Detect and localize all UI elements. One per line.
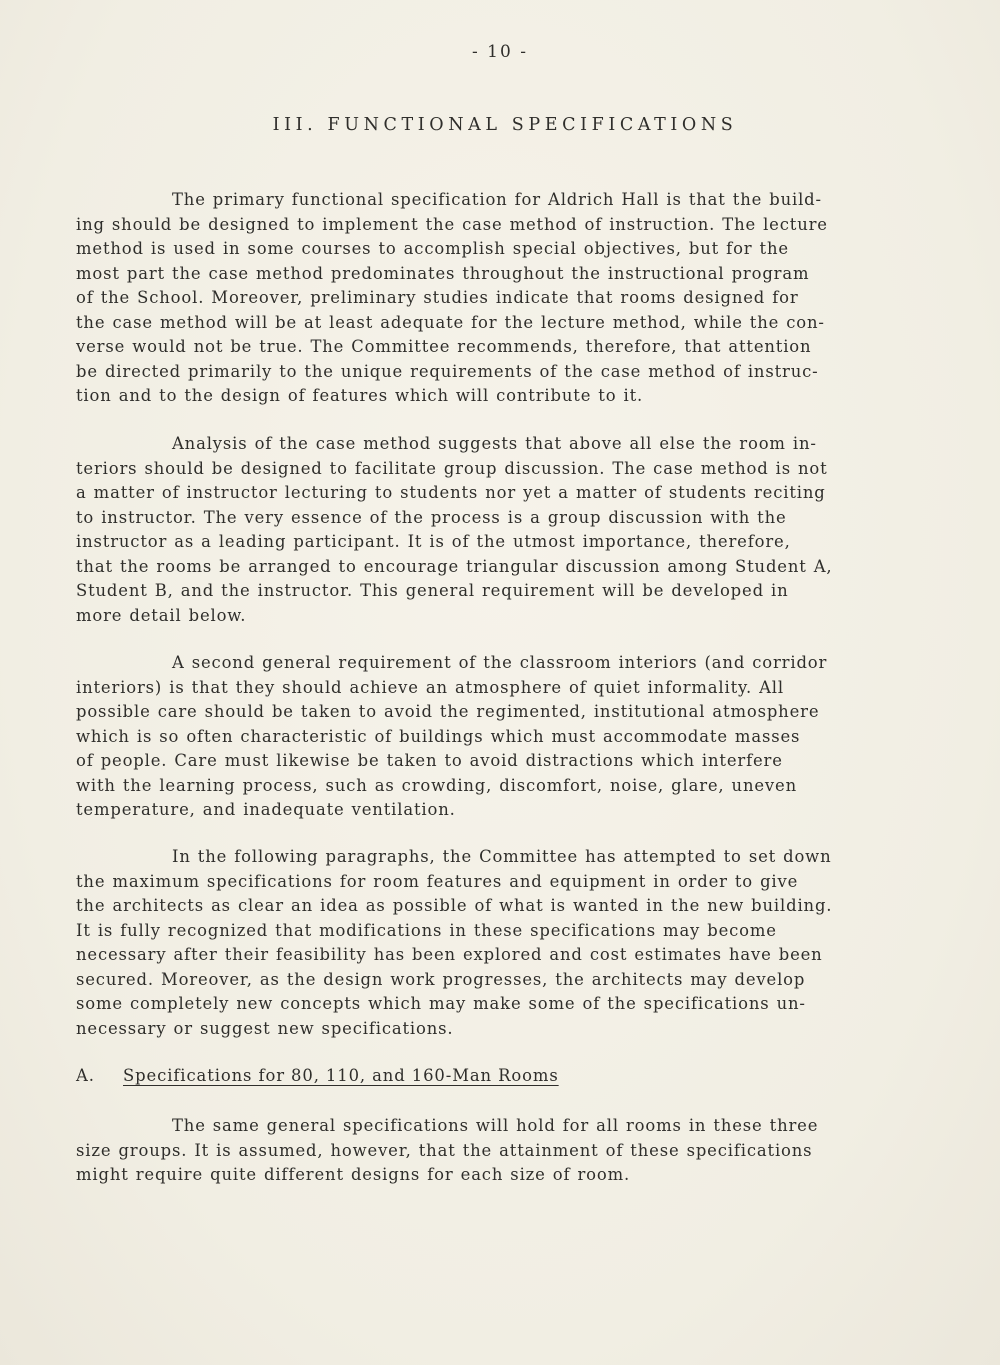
text-line: It is fully recognized that modifications in these specifications may become: [76, 920, 777, 940]
text-line: necessary after their feasibility has been explored and cost estimates have been: [76, 945, 823, 964]
page-number: - 10 -: [472, 42, 528, 62]
text-line: temperature, and inadequate ventilation.: [76, 800, 456, 819]
text-line: Analysis of the case method suggests that above all else the room in-: [172, 434, 817, 453]
text-line: teriors should be designed to facilitate group discussion. The case method is not: [76, 458, 828, 478]
subheading-room-specifications: [76, 1066, 559, 1085]
paragraph-general-specifications: [76, 1114, 956, 1188]
subheading-letter: A.: [76, 1066, 95, 1085]
paragraph-primary-specification: [76, 188, 956, 409]
text-line: that the rooms be arranged to encourage triangular discussion among Student A,: [76, 556, 833, 576]
text-line: some completely new concepts which may make some of the specifications un-: [76, 994, 806, 1013]
text-line: be directed primarily to the unique requirements of the case method of instruc-: [76, 361, 819, 381]
paragraph-following-paragraphs: [76, 845, 956, 1041]
text-line: which is so often characteristic of buildings which must accommodate masses: [76, 726, 801, 746]
text-line: method is used in some courses to accomplish special objectives, but for the: [76, 239, 789, 258]
text-line: most part the case method predominates throughout the instructional program: [76, 263, 810, 283]
text-line: with the learning process, such as crowding, discomfort, noise, glare, uneven: [76, 775, 797, 795]
text-line: the architects as clear an idea as possible of what is wanted in the new building.: [76, 896, 833, 915]
text-line: The same general specifications will hold for all rooms in these three: [172, 1116, 819, 1135]
text-line: size groups. It is assumed, however, that the attainment of these specifications: [76, 1140, 813, 1160]
text-line: verse would not be true. The Committee recommends, therefore, that attention: [76, 337, 812, 356]
text-line: A second general requirement of the classroom interiors (and corridor: [172, 653, 828, 672]
text-line: instructor as a leading participant. It is of the utmost importance, therefore,: [76, 532, 791, 551]
text-line: to instructor. The very essence of the process is a group discussion with the: [76, 507, 787, 527]
text-line: ing should be designed to implement the case method of instruction. The lecture: [76, 214, 828, 234]
section-title: III. FUNCTIONAL SPECIFICATIONS: [272, 115, 738, 135]
text-line: the case method will be at least adequate for the lecture method, while the con-: [76, 312, 825, 332]
text-line: secured. Moreover, as the design work progresses, the architects may develop: [76, 969, 806, 989]
text-line: more detail below.: [76, 605, 247, 625]
text-line: interiors) is that they should achieve an atmosphere of quiet informality. All: [76, 677, 784, 697]
text-line: In the following paragraphs, the Committee has attempted to set down: [172, 847, 832, 866]
text-line: tion and to the design of features which will contribute to it.: [76, 386, 644, 405]
text-line: of people. Care must likewise be taken to avoid distractions which interfere: [76, 751, 783, 770]
paragraph-second-requirement: [76, 651, 956, 823]
subheading-text: Specifications for 80, 110, and 160-Man Rooms: [123, 1066, 559, 1085]
paragraph-case-method-analysis: [76, 432, 956, 628]
text-line: The primary functional specification for Aldrich Hall is that the build-: [172, 190, 822, 209]
text-line: a matter of instructor lecturing to students nor yet a matter of students reciting: [76, 483, 826, 502]
text-line: of the School. Moreover, preliminary studies indicate that rooms designed for: [76, 288, 799, 307]
text-line: the maximum specifications for room features and equipment in order to give: [76, 871, 799, 891]
text-line: Student B, and the instructor. This general requirement will be developed in: [76, 581, 789, 600]
text-line: necessary or suggest new specifications.: [76, 1018, 454, 1038]
text-line: possible care should be taken to avoid the regimented, institutional atmosphere: [76, 702, 820, 721]
text-line: might require quite different designs for each size of room.: [76, 1165, 631, 1184]
